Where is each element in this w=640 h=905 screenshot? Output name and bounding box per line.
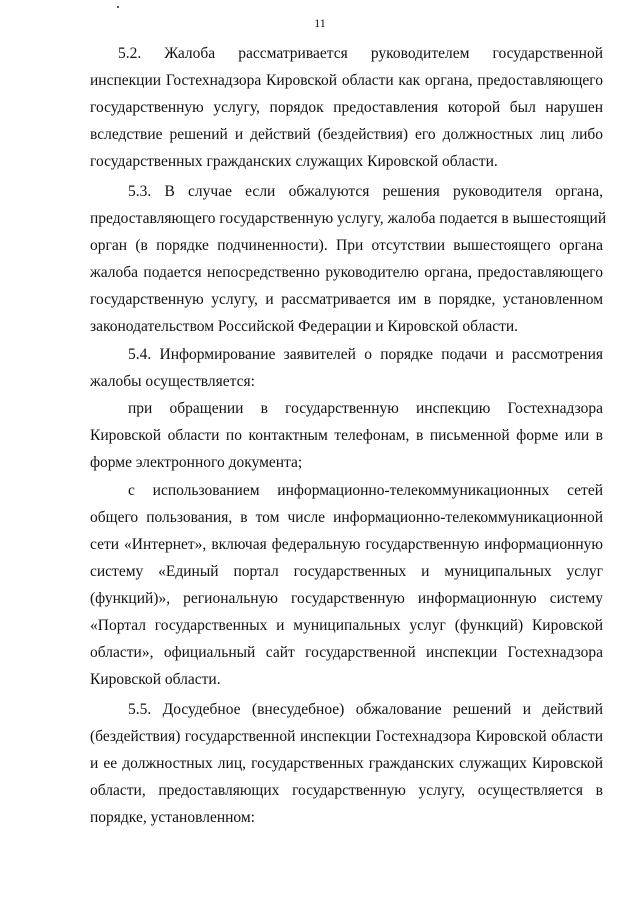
text-line: Кировской области по контактным телефонам, в письменной форме или в [90,427,603,444]
text-line: Кировской области. [90,671,221,688]
text-line: с использованием информационно-телекоммуникационных сетей [128,482,603,499]
text-line: при обращении в государственную инспекцию Гостехнадзора [128,400,603,417]
text-line: орган (в порядке подчиненности). При отсутствии вышестоящего органа [90,237,603,254]
text-line: порядке, установленном: [90,809,255,826]
text-line: (функций)», региональную государственную информационную систему [90,590,603,607]
text-line: (бездействия) государственной инспекции Гостехнадзора Кировской области [90,728,603,745]
text-line: 5.5. Досудебное (внесудебное) обжалование решений и действий [128,701,603,718]
text-line: государственную услугу, порядок предоставления которой был нарушен [90,99,603,116]
scan-speck [117,6,119,8]
text-line: законодательством Российской Федерации и Кировской области. [90,318,519,335]
page-number: 11 [314,16,326,30]
text-line: жалоба подается непосредственно руководителю органа, предоставляющего [90,264,603,281]
text-line: вследствие решений и действий (бездействия) его должностных лиц либо [90,126,603,143]
text-line: систему «Единый портал государственных и муниципальных услуг [90,563,603,580]
text-line: государственную услугу, и рассматривается им в порядке, установленном [90,291,603,308]
text-line: «Портал государственных и муниципальных услуг (функций) Кировской [90,617,603,634]
text-line: 5.3. В случае если обжалуются решения руководителя органа, [128,183,603,200]
text-line: 5.2. Жалоба рассматривается руководителем государственной [118,45,603,62]
text-line: государственных гражданских служащих Кировской области. [90,153,498,170]
text-line: общего пользования, в том числе информационно-телекоммуникационной [90,509,603,526]
text-line: и ее должностных лиц, государственных гражданских служащих Кировской [90,755,603,772]
text-line: области, предоставляющих государственную услугу, осуществляется в [90,782,603,799]
text-line: сети «Интернет», включая федеральную государственную информационную [90,536,603,553]
text-line: области», официальный сайт государственной инспекции Гостехнадзора [90,644,603,661]
text-line: 5.4. Информирование заявителей о порядке подачи и рассмотрения [128,346,603,363]
text-line: предоставляющего государственную услугу, жалоба подается в вышестоящий [90,210,607,227]
text-line: жалобы осуществляется: [90,373,255,390]
text-line: инспекции Гостехнадзора Кировской области как органа, предоставляющего [90,72,603,89]
text-line: форме электронного документа; [90,454,303,471]
